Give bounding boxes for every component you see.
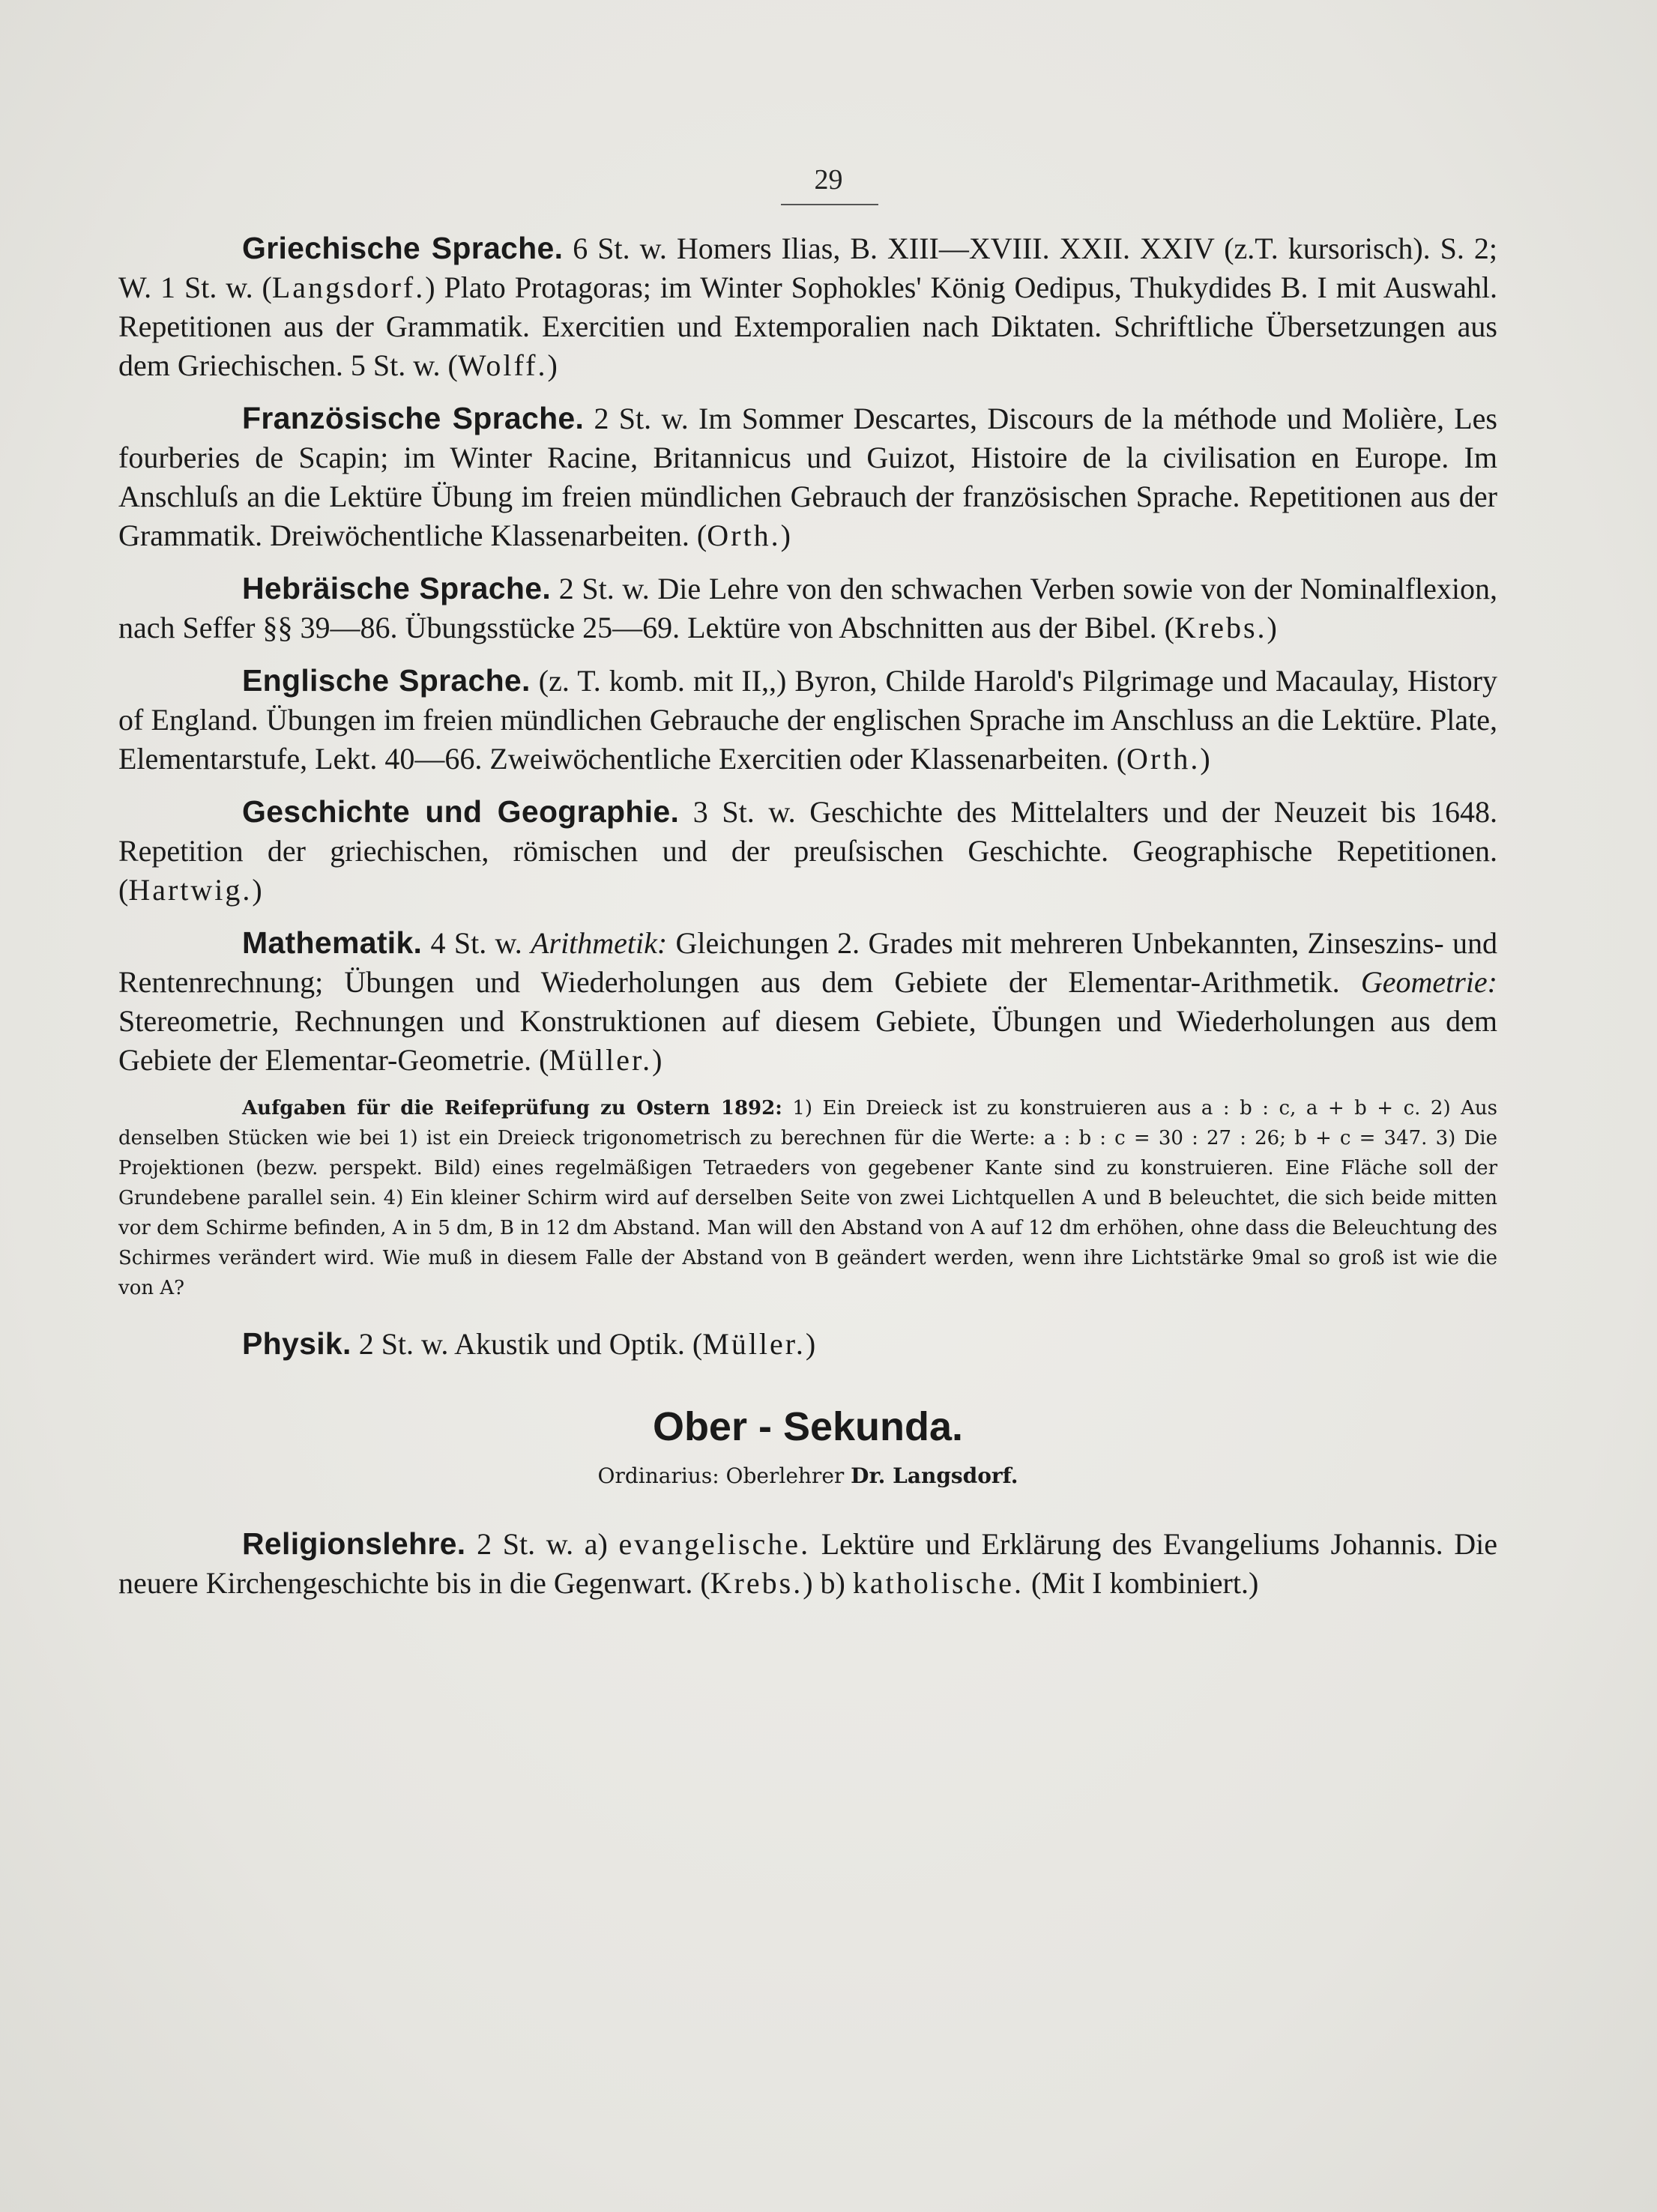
paragraph-geschichte: Geschichte und Geographie. 3 St. w. Geschichte des Mittelalters und der Neuzeit bis 1648. Repetition der griechischen, römischen und der preuſsischen Geschichte. Geographische Repetitionen. (Hartwig.) bbox=[118, 794, 1497, 907]
label-evangelisch: evangelische. bbox=[618, 1527, 811, 1561]
paragraph-griechisch: Griechische Sprache. 6 St. w. Homers Ilias, B. XIII—XVIII. XXII. XXIV (z.T. kursorisch). S. 2; W. 1 St. w. (Langsdorf.) Plato Protagoras; im Winter Sophokles' König Oedipus, Thukydides B. I mit Auswahl. Repetitionen aus der Grammatik. Exercitien und Extemporalien nach Diktaten. Schriftliche Übersetzungen aus dem Griechischen. 5 St. w. (Wolff.) bbox=[118, 231, 1497, 382]
heading-geschichte: Geschichte und Geographie. bbox=[242, 794, 680, 829]
paragraph-hebraeisch: Hebräische Sprache. 2 St. w. Die Lehre von den schwachen Verben sowie von der Nominalflexion, nach Seffer §§ 39—86. Übungsstücke 25—69. Lektüre von Abschnitten aus der Bibel. (Krebs.) bbox=[118, 571, 1498, 644]
paragraph-mathematik: Mathematik. 4 St. w. Arithmetik: Gleichungen 2. Grades mit mehreren Unbekannten, Zinseszins- und Rentenrechnung; Übungen und Wiederholungen aus dem Gebiete der Elementar-Arithmetik. Geometrie: Stereometrie, Rechnungen und Konstruktionen auf diesem Gebiete, Übungen und Wiederholungen aus dem Gebiete der Elementar-Geometrie. (Müller.) bbox=[118, 925, 1497, 1077]
heading-franzoesisch: Französische Sprache. bbox=[242, 401, 585, 435]
teacher-name: Langsdorf. bbox=[271, 271, 426, 304]
teacher-name: Orth. bbox=[1126, 742, 1201, 776]
teacher-name: Hartwig. bbox=[128, 873, 253, 907]
paragraph-religion: Religionslehre. 2 St. w. a) evangelische. Lektüre und Erklärung des Evangeliums Johannis. Die neuere Kirchengeschichte bis in die Gegenwart. (Krebs.) b) katholische. (Mit I kombiniert.) bbox=[118, 1526, 1497, 1600]
teacher-name: Krebs. bbox=[710, 1566, 803, 1600]
ordinarius-name: Dr. Langsdorf. bbox=[851, 1463, 1018, 1488]
ordinarius-line: Ordinarius: Oberlehrer Dr. Langsdorf. bbox=[597, 1463, 1018, 1488]
heading-religion: Religionslehre. bbox=[242, 1526, 466, 1561]
paragraph-physik: Physik. 2 St. w. Akustik und Optik. (Müller.) bbox=[242, 1326, 816, 1361]
heading-physik: Physik. bbox=[242, 1326, 351, 1361]
page-number-rule bbox=[781, 204, 878, 205]
heading-aufgaben: Aufgaben für die Reifeprüfung zu Ostern 1892: bbox=[242, 1097, 782, 1119]
paragraph-franzoesisch: Französische Sprache. 2 St. w. Im Sommer Descartes, Discours de la méthode und Molière, Les fourberies de Scapin; im Winter Racine, Britannicus und Guizot, Histoire de la civilisation en Europe. Im Anschluſs an die Lektüre Übung im freien mündlichen Gebrauch der französischen Sprache. Repetitionen aus der Grammatik. Dreiwöchentliche Klassenarbeiten. (Orth.) bbox=[118, 401, 1497, 552]
paragraph-aufgaben: Aufgaben für die Reifeprüfung zu Ostern 1892: 1) Ein Dreieck ist zu konstruieren aus a : b : c, a + b + c. 2) Aus denselben Stücken wie bei 1) ist ein Dreieck trigonometrisch zu berechnen für die Werte: a : b : c = 30 : 27 : 26; b + c = 347. 3) Die Projektionen (bezw. perspekt. Bild) eines regelmäßigen Tetraeders von gegebener Kante sind zu konstruieren. Eine Fläche soll der Grundebene parallel sein. 4) Ein kleiner Schirm wird auf derselben Seite von zwei Lichtquellen A und B beleuchtet, die sich beide mitten vor dem Schirme befinden, A in 5 dm, B in 12 dm Abstand. Man will den Abstand von A auf 12 dm erhöhen, ohne dass die Beleuchtung des Schirmes verändert wird. Wie muß in diesem Falle der Abstand von B geändert werden, wenn ihre Lichtstärke 9mal so groß ist wie die von A? bbox=[118, 1097, 1497, 1299]
heading-mathematik: Mathematik. bbox=[242, 925, 423, 960]
heading-hebraeisch: Hebräische Sprache. bbox=[242, 571, 552, 605]
section-title-ober-sekunda: Ober - Sekunda. bbox=[652, 1404, 964, 1449]
label-geometrie: Geometrie: bbox=[1360, 965, 1497, 999]
heading-griechisch: Griechische Sprache. bbox=[242, 231, 564, 265]
page-content bbox=[118, 229, 1497, 1616]
label-katholisch: katholische. bbox=[852, 1566, 1024, 1600]
page-number: 29 bbox=[814, 164, 843, 196]
teacher-name: Krebs. bbox=[1174, 611, 1267, 644]
teacher-name: Müller. bbox=[549, 1043, 653, 1077]
teacher-name: Wolff. bbox=[457, 348, 548, 382]
label-arithmetik: Arithmetik: bbox=[531, 926, 668, 960]
paragraph-englisch: Englische Sprache. (z. T. komb. mit II,,) Byron, Childe Harold's Pilgrimage und Macaulay, History of England. Übungen im freien mündlichen Gebrauche der englischen Sprache im Anschluss an die Lektüre. Plate, Elementarstufe, Lekt. 40—66. Zweiwöchentliche Exercitien oder Klassenarbeiten. (Orth.) bbox=[118, 663, 1497, 776]
heading-englisch: Englische Sprache. bbox=[242, 663, 531, 698]
teacher-name: Orth. bbox=[707, 519, 781, 552]
teacher-name: Müller. bbox=[702, 1327, 806, 1361]
